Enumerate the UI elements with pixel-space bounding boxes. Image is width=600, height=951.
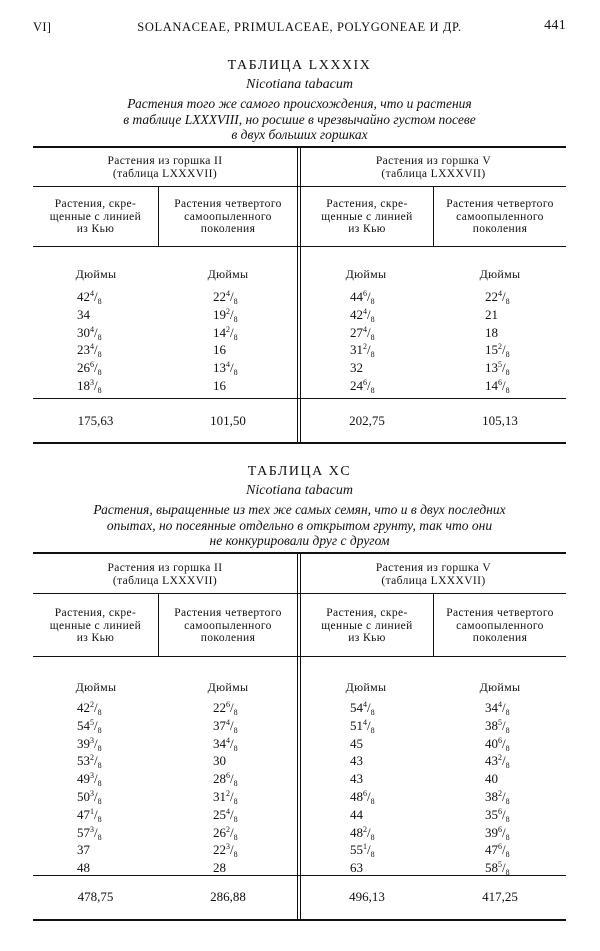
- table-cell-value: 37: [77, 842, 90, 858]
- table-cell-value: $50^3/_8$: [77, 788, 102, 806]
- unit-label: Дюймы: [207, 680, 249, 694]
- table-species: Nicotiana tabacum: [246, 77, 353, 92]
- column-total: 101,50: [210, 413, 246, 428]
- table-cell-value: $58^5/_8$: [485, 860, 510, 878]
- table-cell-value: $25^4/_8$: [213, 806, 238, 824]
- table-cell-value: $57^3/_8$: [77, 824, 102, 842]
- table-cell-value: $31^2/_8$: [213, 788, 238, 806]
- table-cell-value: $39^3/_8$: [77, 735, 102, 753]
- group-header: Растения из горшка V (таблица LXXXVII): [375, 562, 492, 587]
- table-cell-value: $47^1/_8$: [77, 806, 102, 824]
- column-header: Растения четвертого самоопыленного поколения: [446, 198, 554, 235]
- table-cell-value: $22^6/_8$: [213, 700, 238, 717]
- table-cell-value: $38^2/_8$: [485, 788, 510, 806]
- chapter-marker: VI]: [33, 20, 52, 34]
- table-cell-value: 30: [213, 753, 226, 769]
- table-cell-value: $42^2/_8$: [77, 700, 102, 717]
- data-table-lxxxix: [33, 146, 566, 446]
- running-head: [33, 20, 566, 40]
- table-cell-value: $55^1/_8$: [350, 842, 375, 860]
- caption-line: Растения, выращенные из тех же самых семян, что и в двух последних: [93, 502, 506, 517]
- column-total: 286,88: [210, 889, 246, 904]
- table-cell-value: $44^6/_8$: [350, 289, 375, 306]
- value-column: [77, 699, 102, 877]
- table-cell-value: $38^5/_8$: [485, 717, 510, 735]
- table-cell-value: $28^6/_8$: [213, 771, 238, 789]
- table-cell-value: $15^2/_8$: [485, 342, 510, 360]
- table-cell-value: $48^6/_8$: [350, 788, 375, 806]
- value-column: [77, 288, 102, 395]
- column-total: 105,13: [482, 413, 518, 428]
- column-total: 202,75: [349, 413, 385, 428]
- table-cell-value: $48^2/_8$: [350, 824, 375, 842]
- table-cell-value: $40^6/_8$: [485, 735, 510, 753]
- unit-label: Дюймы: [75, 267, 117, 281]
- caption-line: Растения того же самого происхождения, что и растения: [127, 96, 472, 111]
- table-cell-value: 16: [213, 377, 226, 393]
- table-cell-value: 43: [350, 771, 363, 787]
- table-cell-value: $34^4/_8$: [213, 735, 238, 753]
- table-cell-value: $18^3/_8$: [77, 377, 102, 395]
- table-species: Nicotiana tabacum: [246, 483, 353, 498]
- column-divider: [297, 146, 301, 444]
- caption-line: опытах, но посеянные отдельно в открытом грунту, так что они: [106, 517, 493, 533]
- unit-label: Дюймы: [345, 267, 387, 281]
- table-cell-value: $14^2/_8$: [213, 324, 238, 342]
- table-cell-value: 18: [485, 324, 498, 340]
- table-cell-value: $54^4/_8$: [350, 700, 375, 717]
- table-cell-value: $30^4/_8$: [77, 324, 102, 342]
- group-header: Растения из горшка II (таблица LXXXVII): [107, 562, 223, 587]
- unit-label: Дюймы: [207, 267, 249, 281]
- table-cell-value: $43^2/_8$: [485, 753, 510, 771]
- table-cell-value: $42^4/_8$: [77, 289, 102, 306]
- table-cell-value: $49^3/_8$: [77, 771, 102, 789]
- value-column: [350, 699, 375, 877]
- table-cell-value: 40: [485, 771, 498, 787]
- column-header: Растения, скре- щенные с линией из Кью: [321, 198, 413, 235]
- table-cell-value: $27^4/_8$: [350, 324, 375, 342]
- table-cell-value: $24^6/_8$: [350, 377, 375, 395]
- table-cell-value: $34^4/_8$: [485, 700, 510, 717]
- column-header: Растения, скре- щенные с линией из Кью: [49, 198, 142, 235]
- unit-label: Дюймы: [479, 267, 521, 281]
- column-header: Растения четвертого самоопыленного поколения: [174, 607, 282, 644]
- table-title: ТАБЛИЦА XC: [247, 464, 352, 479]
- unit-label: Дюймы: [75, 680, 117, 694]
- table-caption: [33, 502, 566, 549]
- table-cell-value: 43: [350, 753, 363, 769]
- table-cell-value: $22^3/_8$: [213, 842, 238, 860]
- value-column: [213, 288, 238, 395]
- table-cell-value: $54^5/_8$: [77, 717, 102, 735]
- value-column: [485, 288, 510, 395]
- column-header: Растения, скре- щенные с линией из Кью: [49, 607, 142, 644]
- table-cell-value: 44: [350, 806, 363, 822]
- table-cell-value: $53^2/_8$: [77, 753, 102, 771]
- table-cell-value: $22^4/_8$: [213, 289, 238, 306]
- table-cell-value: $31^2/_8$: [350, 342, 375, 360]
- table-cell-value: 28: [213, 860, 226, 876]
- caption-line: в двух больших горшках: [231, 127, 368, 142]
- table-cell-value: $35^6/_8$: [485, 806, 510, 824]
- table-cell-value: $26^2/_8$: [213, 824, 238, 842]
- table-cell-value: $14^6/_8$: [485, 377, 510, 395]
- column-header: Растения четвертого самоопыленного поколения: [446, 607, 554, 644]
- data-table-xc: [33, 552, 566, 942]
- column-total: 496,13: [349, 889, 385, 904]
- group-header: Растения из горшка V (таблица LXXXVII): [375, 155, 492, 180]
- table-title: ТАБЛИЦА LXXXIX: [227, 58, 372, 73]
- table-cell-value: 32: [350, 360, 363, 376]
- table-cell-value: $47^6/_8$: [485, 842, 510, 860]
- column-total: 478,75: [77, 889, 114, 904]
- table-cell-value: $22^4/_8$: [485, 289, 510, 306]
- running-title: SOLANACEAE, PRIMULACEAE, POLYGONEAE И ДР.: [137, 20, 462, 34]
- caption-line: в таблице LXXXVIII, но росшие в чрезвычайно густом посеве: [123, 111, 476, 127]
- table-cell-value: $19^2/_8$: [213, 306, 238, 324]
- table-cell-value: 34: [77, 306, 90, 322]
- column-total: 417,25: [482, 889, 518, 904]
- table-cell-value: 16: [213, 342, 226, 358]
- column-header: Растения, скре- щенные с линией из Кью: [321, 607, 413, 644]
- table-cell-value: 63: [350, 860, 363, 876]
- table-cell-value: $26^6/_8$: [77, 360, 102, 378]
- table-title-block-xc: [33, 464, 566, 549]
- page-number: 441: [544, 18, 566, 33]
- column-header: Растения четвертого самоопыленного поколения: [174, 198, 282, 235]
- caption-line: не конкурировали друг с другом: [209, 533, 390, 548]
- value-column: [485, 699, 510, 877]
- value-column: [350, 288, 375, 395]
- table-title-block-lxxxix: [33, 58, 566, 143]
- table-cell-value: $42^4/_8$: [350, 306, 375, 324]
- column-total: 175,63: [77, 413, 114, 428]
- table-cell-value: 21: [485, 306, 498, 322]
- table-cell-value: $39^6/_8$: [485, 824, 510, 842]
- table-cell-value: $51^4/_8$: [350, 717, 375, 735]
- unit-label: Дюймы: [479, 680, 521, 694]
- table-cell-value: $13^5/_8$: [485, 360, 510, 378]
- table-cell-value: $37^4/_8$: [213, 717, 238, 735]
- table-cell-value: 48: [77, 860, 90, 876]
- table-caption: [33, 96, 566, 143]
- group-header: Растения из горшка II (таблица LXXXVII): [107, 155, 223, 180]
- table-cell-value: 45: [350, 735, 363, 751]
- table-cell-value: $23^4/_8$: [77, 342, 102, 360]
- value-column: [213, 699, 238, 877]
- unit-label: Дюймы: [345, 680, 387, 694]
- table-cell-value: $13^4/_8$: [213, 360, 238, 378]
